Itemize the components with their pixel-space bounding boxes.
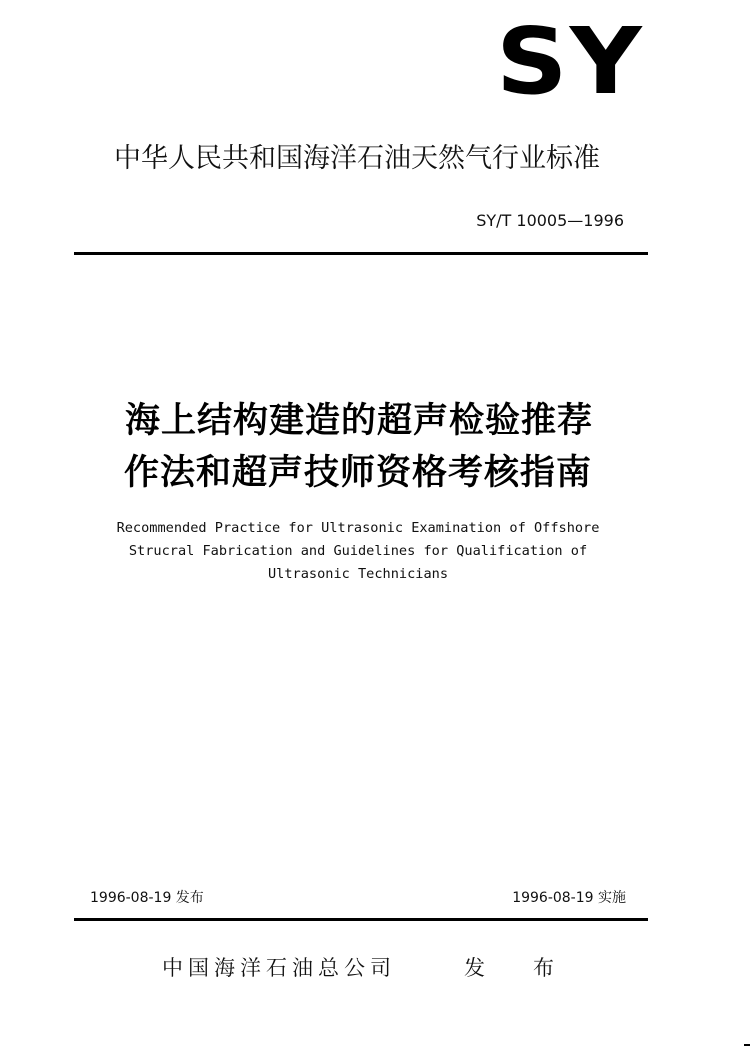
chinese-title-line-2: 作法和超声技师资格考核指南 [123,453,592,493]
page-corner-mark [744,1044,750,1046]
english-title-line-3: Ultrasonic Technicians [267,566,449,582]
standard-logo: SY [496,8,644,115]
publish-label: 发布 [464,956,602,980]
standard-number: SY/T 10005—1996 [476,211,624,230]
english-title-line-1: Recommended Practice for Ultrasonic Examination of Offshore [116,520,600,536]
top-divider [74,252,648,255]
english-title-line-2: Strucral Fabrication and Guidelines for Qualification of [128,543,588,559]
implementation-date: 1996-08-19 实施 [512,890,626,906]
issue-date: 1996-08-19 发布 [90,890,204,906]
bottom-divider [74,918,648,921]
chinese-title-line-1: 海上结构建造的超声检验推荐 [124,401,593,441]
issuing-body-header: 中华人民共和国海洋石油天然气行业标准 [114,143,600,174]
publisher-name: 中国海洋石油总公司 [162,956,396,980]
